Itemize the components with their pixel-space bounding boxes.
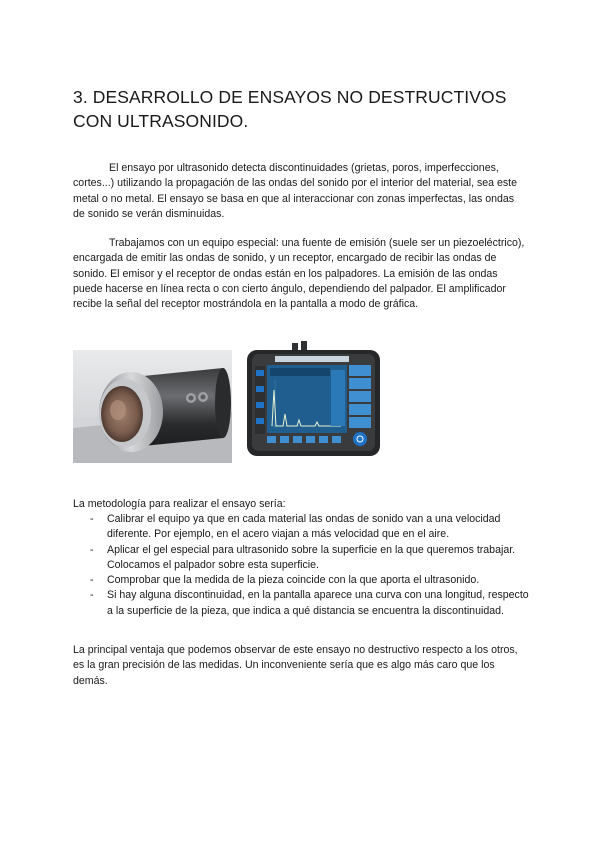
bullet-dash: - [90, 543, 94, 556]
intro-paragraph [73, 161, 528, 222]
conclusion-paragraph: La principal ventaja que podemos observar de este ensayo no destructivo respecto a los otros, es la gran precisión de las medidas. Un inconveniente sería que es algo más caro que los demás. [73, 644, 518, 687]
equipment-paragraph [73, 236, 528, 312]
section-title: 3. DESARROLLO DE ENSAYOS NO DESTRUCTIVOS CON ULTRASONIDO. [73, 87, 507, 131]
flaw-detector-photo [245, 340, 382, 458]
ultrasonic-probe-photo [73, 350, 232, 463]
list-item [90, 512, 530, 543]
list-item [90, 543, 530, 574]
list-item-text: Calibrar el equipo ya que en cada material las ondas de sonido van a una velocidad diferente. Por ejemplo, en el acero viajan a más velocidad que en el aire. [107, 513, 501, 541]
methodology-steps-list [90, 512, 530, 619]
list-item [90, 588, 530, 619]
bullet-dash: - [90, 513, 94, 525]
flaw-detector-illustration [245, 340, 382, 458]
list-item-text: Comprobar que la medida de la pieza coincide con la que aporta el ultrasonido. [107, 574, 480, 587]
list-item-text: Aplicar el gel especial para ultrasonido sobre la superficie en la que queremos trabajar. Colocamos el palpador sobre esta superficie. [107, 543, 516, 571]
bullet-dash: - [90, 574, 94, 587]
methodology-intro: La metodología para realizar el ensayo sería: [73, 498, 286, 510]
equipment-paragraph-text: Trabajamos con un equipo especial: una fuente de emisión (suele ser un piezoeléctrico), encargada de emitir las ondas de sonido, y un receptor, encargado de recibir las ondas de sonido. El emisor y el receptor de ondas están en los palpadores. La emisión de las ondas puede hacerse en línea recta o con cierto ángulo, dependiendo del palpador. El amplificador recibe la señal del receptor mostrándola en la pantalla a modo de gráfica. [73, 237, 525, 311]
intro-paragraph-text: El ensayo por ultrasonido detecta discontinuidades (grietas, poros, imperfecciones, cortes...) utilizando la propagación de las ondas del sonido por el interior del material, sea este metal o no metal. El ensayo se basa en que al interaccionar con zonas imperfectas, las ondas de sonido se verán disminuidas. [73, 162, 518, 220]
probe-illustration [73, 350, 232, 463]
bullet-dash: - [90, 589, 94, 602]
list-item [90, 573, 530, 588]
list-item-text: Si hay alguna discontinuidad, en la pantalla aparece una curva con una longitud, respecto a la superficie de la pieza, que indica a qué distancia se encuentra la discontinuidad. [107, 589, 529, 617]
